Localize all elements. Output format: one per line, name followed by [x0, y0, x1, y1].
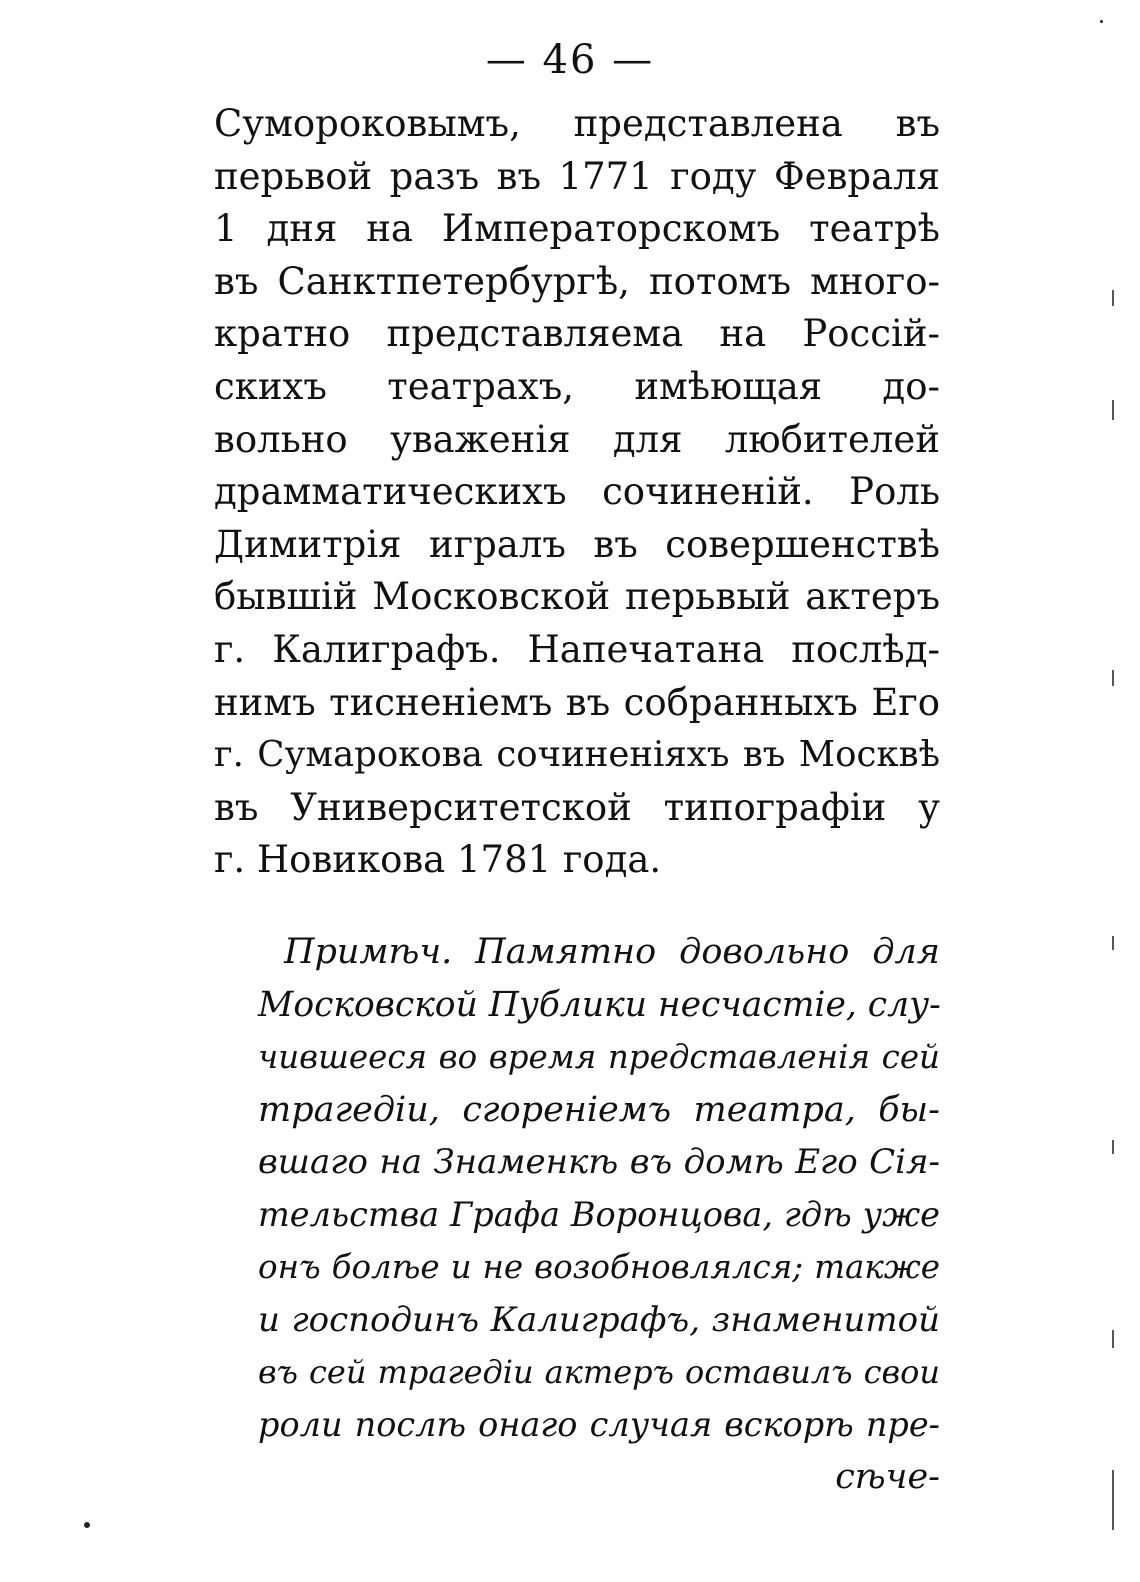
scan-edge-mark	[1112, 400, 1114, 420]
text-line: 1 дня на Императорскомъ театрѣ	[214, 207, 940, 251]
text-line: Сумороковымъ, представлена въ	[214, 102, 940, 145]
main-text-block	[214, 98, 940, 887]
note-line: онъ болѣе и не возобновлялся; также	[258, 1248, 940, 1286]
text-line: г. Новикова 1781 года.	[214, 838, 662, 882]
note-line: въ сей трагедіи актеръ оставилъ свои	[258, 1353, 940, 1391]
footnote-block	[258, 926, 940, 1504]
text-line: нимъ тисненіемъ въ собранныхъ Его	[214, 680, 940, 724]
text-line: бывшій Московской перьвый актеръ	[214, 575, 940, 619]
scan-edge-mark	[1112, 670, 1114, 686]
text-line: г. Калиграфъ. Напечатана послѣд-	[214, 627, 940, 671]
text-line: скихъ театрахъ, имѣющая до-	[214, 364, 940, 408]
page-number: — 46 —	[485, 37, 655, 83]
text-line: кратно представляема на Россій-	[214, 312, 940, 356]
text-line: вольно уваженія для любителей	[214, 417, 940, 461]
note-line: вшаго на Знаменкѣ въ домѣ Его Сія-	[258, 1142, 940, 1182]
catchword: сѣче-	[835, 1457, 940, 1497]
scan-speck	[1100, 20, 1103, 23]
scan-edge-mark	[1112, 1330, 1114, 1348]
note-line: Московской Публики несчастіе, слу-	[258, 984, 941, 1025]
note-line: чившееся во время представленія сей	[258, 1038, 940, 1076]
text-line: драмматическихъ сочиненій. Роль	[214, 470, 940, 514]
text-line: г. Сумарокова сочиненіяхъ въ Москвѣ	[214, 734, 940, 776]
scan-edge-mark	[1112, 290, 1114, 306]
note-line: трагедіи, сгореніемъ театра, бы-	[258, 1089, 940, 1130]
scan-speck	[84, 1522, 90, 1528]
note-line: и господинъ Калиграфъ, знаменитой	[258, 1299, 940, 1340]
scan-edge-mark	[1112, 1470, 1114, 1530]
text-line: въ Университетской типографіи у	[214, 785, 940, 829]
note-line: тельства Графа Воронцова, гдѣ уже	[258, 1194, 940, 1234]
scan-edge-mark	[1112, 1140, 1114, 1154]
text-line: Димитрія игралъ въ совершенствѣ	[214, 522, 940, 566]
text-line: перьвой разъ въ 1771 году Февраля	[214, 154, 940, 198]
text-line: въ Санктпетербургѣ, потомъ много-	[214, 259, 940, 303]
note-line: роли послѣ онаго случая вскорѣ пре-	[258, 1404, 940, 1444]
scan-edge-mark	[1112, 936, 1114, 950]
note-line: Примѣч. Памятно довольно для	[284, 932, 940, 972]
